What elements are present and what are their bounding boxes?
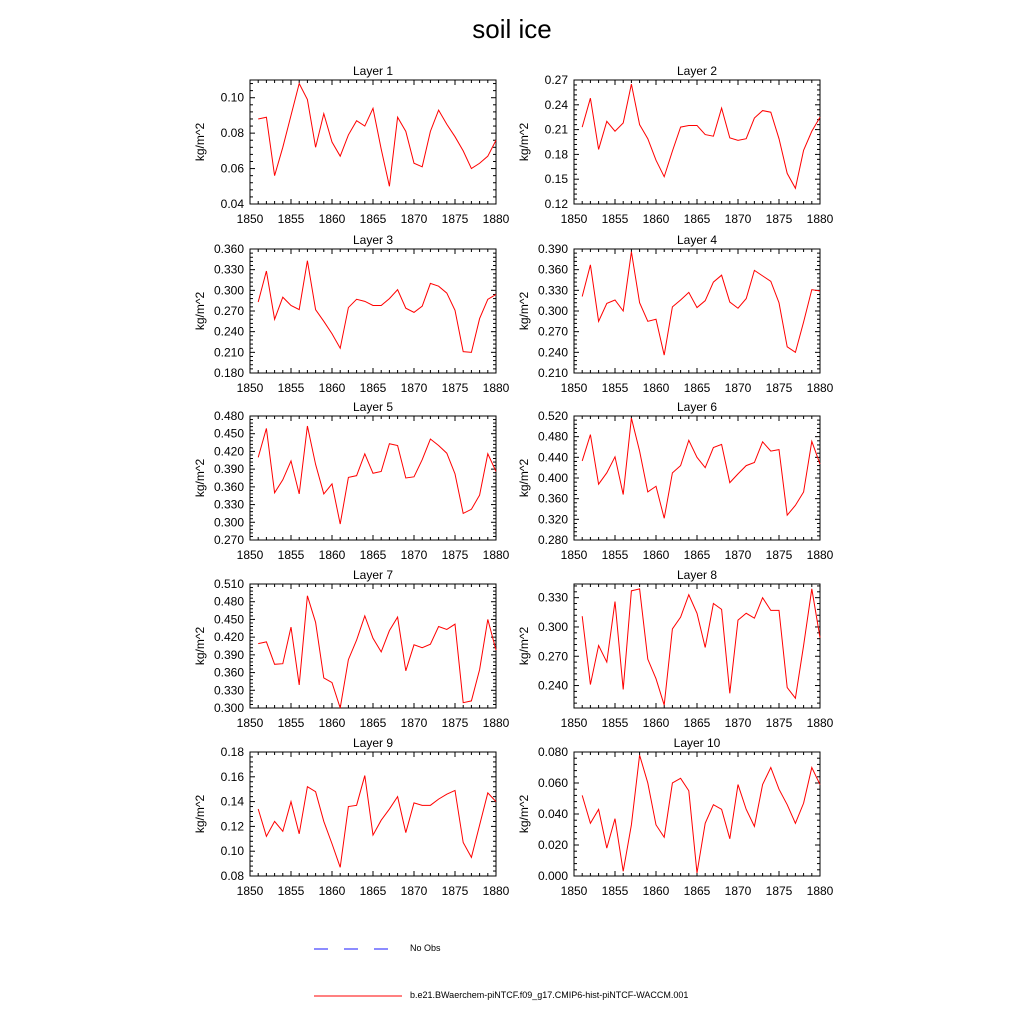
panel-5-xtick-label-1855: 1855	[277, 548, 305, 562]
panel-1-xtick-label-1875: 1875	[441, 212, 469, 226]
panel-2-ytick-label-3: 0.21	[544, 122, 568, 137]
panel-6-xtick-label-1880: 1880	[806, 548, 834, 562]
panel-9-ytick-label-0: 0.08	[220, 869, 244, 883]
panel-3-ytick-label-1: 0.210	[213, 345, 244, 360]
panel-7-ytick-label-3: 0.390	[213, 647, 244, 662]
panel-9-xtick-label-1875: 1875	[441, 884, 469, 898]
panel-10-ytick-label-4: 0.080	[537, 745, 568, 759]
panel-9-ytick-label-4: 0.16	[220, 769, 244, 784]
panel-7-xtick-label-1870: 1870	[400, 716, 428, 730]
panel-7-ytick-label-6: 0.480	[213, 594, 244, 609]
panel-8-xtick-label-1860: 1860	[642, 716, 670, 730]
panel-3-series-line	[258, 261, 496, 353]
panel-4-ytick-label-4: 0.330	[537, 283, 568, 298]
panel-4-series-line	[582, 252, 820, 355]
panel-7-xtick-label-1865: 1865	[359, 716, 387, 730]
panel-5-ytick-label-6: 0.450	[213, 426, 244, 441]
panel-4-title: Layer 4	[676, 233, 718, 247]
panel-2-xtick-label-1865: 1865	[683, 212, 711, 226]
panel-2-xtick-label-1880: 1880	[806, 212, 834, 226]
panel-4-xtick-label-1875: 1875	[765, 381, 793, 395]
panel-5-ytick-label-0: 0.270	[213, 533, 244, 547]
panel-7-ytick-label-4: 0.420	[213, 630, 244, 645]
panel-4-xtick-label-1880: 1880	[806, 381, 834, 395]
panel-10-ytick-label-2: 0.040	[537, 807, 568, 821]
panel-8-ytick-label-3: 0.330	[537, 590, 568, 605]
panel-5-xtick-label-1865: 1865	[359, 548, 387, 562]
panel-7-ytick-label-2: 0.360	[213, 665, 244, 680]
panel-6-ytick-label-0: 0.280	[537, 533, 568, 547]
panel-2-ytick-label-1: 0.15	[544, 172, 568, 187]
panel-6-ytick-label-3: 0.400	[537, 471, 568, 485]
panel-3-xtick-label-1860: 1860	[318, 381, 346, 395]
panel-3-ytick-label-3: 0.270	[213, 304, 244, 318]
panel-6-frame	[574, 416, 820, 540]
panel-8-xtick-label-1865: 1865	[683, 716, 711, 730]
panel-2-ytick-label-2: 0.18	[544, 147, 568, 162]
panel-8-xtick-label-1855: 1855	[601, 716, 629, 730]
panel-1-series-line	[258, 84, 496, 187]
panel-6-xtick-label-1870: 1870	[724, 548, 752, 562]
panel-4-ytick-label-0: 0.210	[537, 366, 568, 380]
panel-5-ytick-label-3: 0.360	[213, 479, 244, 494]
panel-5-xtick-label-1880: 1880	[482, 548, 510, 562]
panel-10-xtick-label-1875: 1875	[765, 884, 793, 898]
panel-10-xtick-label-1860: 1860	[642, 884, 670, 898]
panel-5-series-line	[258, 426, 496, 524]
panel-8-xtick-label-1850: 1850	[560, 716, 588, 730]
panel-2-ylabel: kg/m^2	[517, 122, 531, 162]
panel-10-xtick-label-1855: 1855	[601, 884, 629, 898]
panel-5-frame	[250, 416, 496, 540]
panel-5-ytick-label-1: 0.300	[213, 515, 244, 530]
panel-4-xtick-label-1865: 1865	[683, 381, 711, 395]
panel-1-title: Layer 1	[352, 64, 394, 78]
panel-9-ytick-label-1: 0.10	[220, 844, 244, 859]
panel-8-xtick-label-1875: 1875	[765, 716, 793, 730]
panel-3-xtick-label-1875: 1875	[441, 381, 469, 395]
panel-5-xtick-label-1860: 1860	[318, 548, 346, 562]
panel-3-xtick-label-1855: 1855	[277, 381, 305, 395]
panel-4-xtick-label-1850: 1850	[560, 381, 588, 395]
panel-1-xtick-label-1880: 1880	[482, 212, 510, 226]
panel-3-ytick-label-4: 0.300	[213, 283, 244, 298]
panel-6-xtick-label-1855: 1855	[601, 548, 629, 562]
panel-1-xtick-label-1860: 1860	[318, 212, 346, 226]
panel-1-ytick-label-3: 0.10	[220, 90, 244, 105]
panel-4-ytick-label-6: 0.390	[537, 242, 568, 256]
panel-6-ylabel: kg/m^2	[517, 458, 531, 498]
panel-10-xtick-label-1880: 1880	[806, 884, 834, 898]
panel-2-series-line	[582, 84, 820, 188]
panel-8-title: Layer 8	[676, 568, 718, 582]
panel-3-frame	[250, 249, 496, 373]
panel-9-series-line	[258, 776, 496, 868]
panel-5-ytick-label-7: 0.480	[213, 409, 244, 423]
panel-9-xtick-label-1870: 1870	[400, 884, 428, 898]
panel-3-ylabel: kg/m^2	[193, 291, 207, 331]
panel-8-ytick-label-1: 0.270	[537, 649, 568, 664]
panel-10-series-line	[582, 755, 820, 873]
panel-10-ytick-label-1: 0.020	[537, 838, 568, 852]
panel-10-frame	[574, 752, 820, 876]
panel-2-xtick-label-1860: 1860	[642, 212, 670, 226]
panel-6-ytick-label-5: 0.480	[537, 429, 568, 444]
panel-9-xtick-label-1850: 1850	[236, 884, 264, 898]
panel-3-xtick-label-1880: 1880	[482, 381, 510, 395]
panel-6-xtick-label-1850: 1850	[560, 548, 588, 562]
panel-5-title: Layer 5	[352, 400, 394, 414]
panel-1-xtick-label-1870: 1870	[400, 212, 428, 226]
panel-9-ytick-label-5: 0.18	[220, 745, 244, 759]
panel-1-ylabel: kg/m^2	[193, 122, 207, 162]
panel-6-xtick-label-1860: 1860	[642, 548, 670, 562]
panel-7-title: Layer 7	[352, 568, 394, 582]
panel-4-xtick-label-1860: 1860	[642, 381, 670, 395]
panel-10-xtick-label-1865: 1865	[683, 884, 711, 898]
panel-7-series-line	[258, 596, 496, 708]
panel-1-ytick-label-1: 0.06	[220, 161, 244, 176]
figure-title: soil ice	[472, 14, 552, 44]
panel-7-xtick-label-1875: 1875	[441, 716, 469, 730]
panel-1-xtick-label-1850: 1850	[236, 212, 264, 226]
panel-9-ylabel: kg/m^2	[193, 794, 207, 834]
panel-7-xtick-label-1880: 1880	[482, 716, 510, 730]
panel-6-ytick-label-2: 0.360	[537, 491, 568, 506]
panel-8-xtick-label-1880: 1880	[806, 716, 834, 730]
panel-4-ytick-label-1: 0.240	[537, 345, 568, 360]
panel-7-ytick-label-0: 0.300	[213, 701, 244, 715]
panel-3-ytick-label-2: 0.240	[213, 324, 244, 339]
panel-1-frame	[250, 80, 496, 204]
panel-3-ytick-label-0: 0.180	[213, 366, 244, 380]
panel-3-ytick-label-6: 0.360	[213, 242, 244, 256]
panel-4-ytick-label-5: 0.360	[537, 262, 568, 277]
panel-1-ytick-label-0: 0.04	[220, 197, 244, 211]
panel-4-ylabel: kg/m^2	[517, 291, 531, 331]
panel-7-xtick-label-1855: 1855	[277, 716, 305, 730]
panel-9-xtick-label-1855: 1855	[277, 884, 305, 898]
panel-4-ytick-label-3: 0.300	[537, 304, 568, 318]
panel-2-frame	[574, 80, 820, 204]
panel-7-ytick-label-5: 0.450	[213, 612, 244, 627]
panel-8-series-line	[582, 589, 820, 705]
panel-7-xtick-label-1850: 1850	[236, 716, 264, 730]
panel-2-xtick-label-1855: 1855	[601, 212, 629, 226]
panel-3-title: Layer 3	[352, 233, 394, 247]
panel-6-xtick-label-1865: 1865	[683, 548, 711, 562]
panel-3-xtick-label-1870: 1870	[400, 381, 428, 395]
panel-5-xtick-label-1875: 1875	[441, 548, 469, 562]
panel-9-xtick-label-1865: 1865	[359, 884, 387, 898]
panel-4-ytick-label-2: 0.270	[537, 324, 568, 339]
panel-7-ytick-label-7: 0.510	[213, 577, 244, 591]
panel-10-xtick-label-1850: 1850	[560, 884, 588, 898]
panel-8-ylabel: kg/m^2	[517, 626, 531, 666]
panel-9-xtick-label-1880: 1880	[482, 884, 510, 898]
panel-6-ytick-label-6: 0.520	[537, 409, 568, 423]
panel-4-frame	[574, 249, 820, 373]
panel-8-ytick-label-2: 0.300	[537, 619, 568, 634]
panel-5-xtick-label-1850: 1850	[236, 548, 264, 562]
panel-3-xtick-label-1865: 1865	[359, 381, 387, 395]
panel-9-ytick-label-2: 0.12	[220, 819, 244, 834]
panel-4-xtick-label-1855: 1855	[601, 381, 629, 395]
panel-10-ytick-label-3: 0.060	[537, 776, 568, 790]
panel-9-ytick-label-3: 0.14	[220, 794, 244, 809]
panel-5-ytick-label-5: 0.420	[213, 444, 244, 459]
panel-4-xtick-label-1870: 1870	[724, 381, 752, 395]
panel-10-ylabel: kg/m^2	[517, 794, 531, 834]
panel-1-xtick-label-1855: 1855	[277, 212, 305, 226]
panel-7-ytick-label-1: 0.330	[213, 683, 244, 698]
panel-7-xtick-label-1860: 1860	[318, 716, 346, 730]
panel-3-ytick-label-5: 0.330	[213, 262, 244, 277]
panel-1-ytick-label-2: 0.08	[220, 126, 244, 141]
panel-2-xtick-label-1850: 1850	[560, 212, 588, 226]
panel-10-xtick-label-1870: 1870	[724, 884, 752, 898]
panel-7-ylabel: kg/m^2	[193, 626, 207, 666]
panel-9-title: Layer 9	[352, 736, 394, 750]
panel-8-xtick-label-1870: 1870	[724, 716, 752, 730]
panel-9-xtick-label-1860: 1860	[318, 884, 346, 898]
panel-2-title: Layer 2	[676, 64, 718, 78]
panel-5-xtick-label-1870: 1870	[400, 548, 428, 562]
panel-2-ytick-label-5: 0.27	[544, 73, 568, 87]
panel-3-xtick-label-1850: 1850	[236, 381, 264, 395]
panel-10-title: Layer 10	[673, 736, 721, 750]
panel-10-ytick-label-0: 0.000	[537, 869, 568, 883]
panel-5-ylabel: kg/m^2	[193, 458, 207, 498]
panel-2-xtick-label-1875: 1875	[765, 212, 793, 226]
panel-6-ytick-label-4: 0.440	[537, 450, 568, 465]
panel-6-ytick-label-1: 0.320	[537, 512, 568, 527]
panel-5-ytick-label-2: 0.330	[213, 497, 244, 512]
legend-obs-label: No Obs	[410, 943, 441, 953]
panel-2-ytick-label-0: 0.12	[544, 197, 568, 211]
panel-6-xtick-label-1875: 1875	[765, 548, 793, 562]
panel-6-series-line	[582, 418, 820, 518]
panel-2-xtick-label-1870: 1870	[724, 212, 752, 226]
panel-5-ytick-label-4: 0.390	[213, 462, 244, 477]
legend-model-label: b.e21.BWaerchem-piNTCF.f09_g17.CMIP6-hist-piNTCF-WACCM.001	[410, 990, 689, 1000]
panel-6-title: Layer 6	[676, 400, 718, 414]
panel-8-ytick-label-0: 0.240	[537, 678, 568, 693]
panel-1-xtick-label-1865: 1865	[359, 212, 387, 226]
panel-2-ytick-label-4: 0.24	[544, 97, 568, 112]
